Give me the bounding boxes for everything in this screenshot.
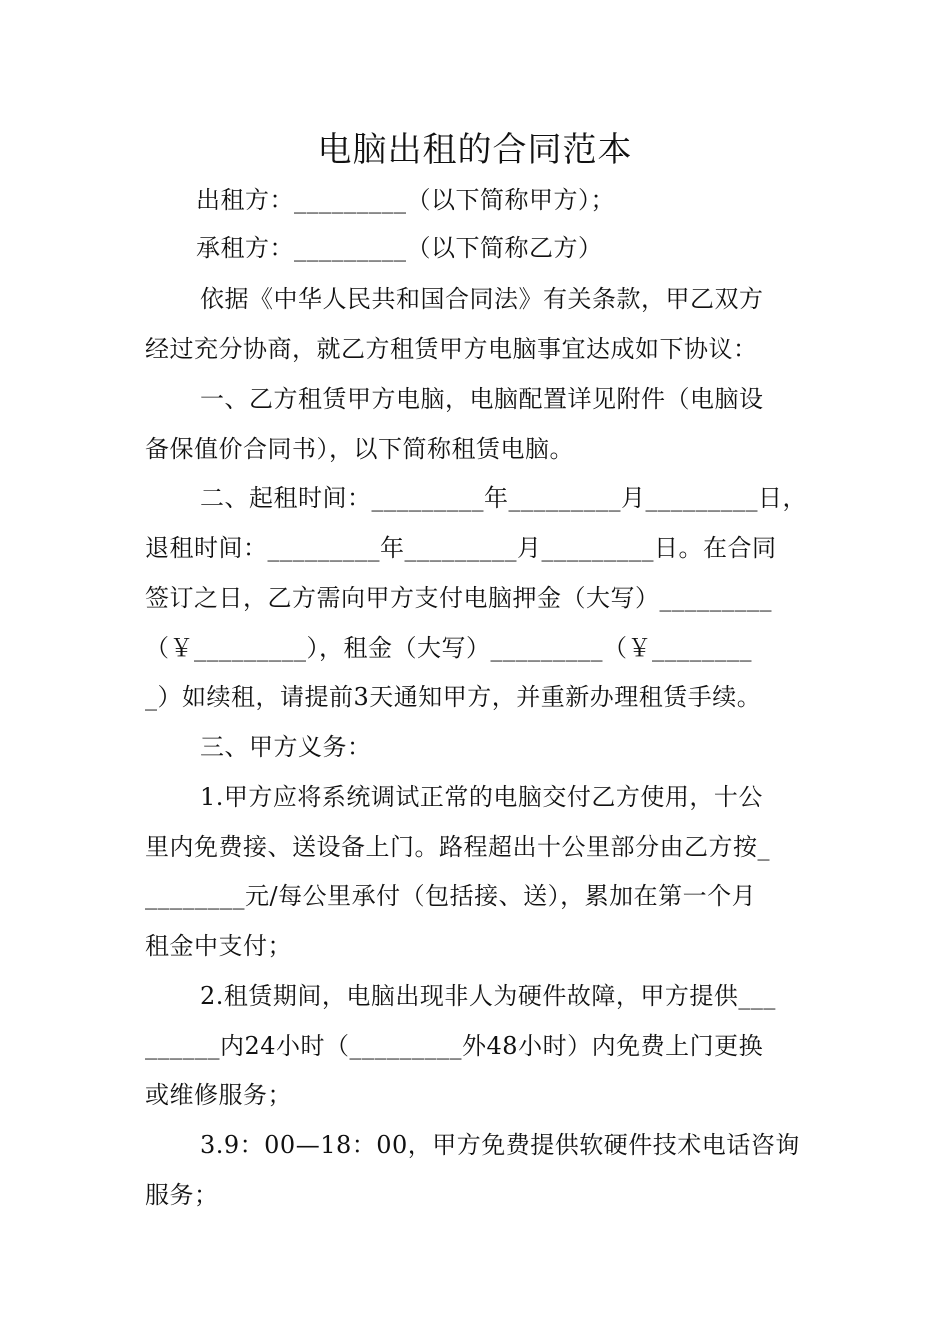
item-2-line-2: ______内24小时（_________外48小时）内免费上门更换	[145, 1032, 764, 1060]
clause-2-line-3: 签订之日，乙方需向甲方支付电脑押金（大写）_________	[145, 584, 772, 612]
clause-2-line-5: _）如续租，请提前3天通知甲方，并重新办理租赁手续。	[145, 683, 762, 711]
clause-1-line-1: 一、乙方租赁甲方电脑，电脑配置详见附件（电脑设	[200, 385, 764, 413]
preamble-line-2: 经过充分协商，就乙方租赁甲方电脑事宜达成如下协议：	[145, 335, 758, 363]
clause-2-line-1: 二、起租时间：_________年_________月_________日，	[200, 484, 807, 512]
item-1-line-4: 租金中支付；	[145, 932, 292, 960]
item-1-line-1: 1.甲方应将系统调试正常的电脑交付乙方使用，十公	[200, 783, 763, 811]
section-3-heading: 三、甲方义务：	[200, 733, 372, 761]
item-1-line-2: 里内免费接、送设备上门。路程超出十公里部分由乙方按_	[145, 833, 770, 861]
clause-2-line-4: （￥_________），租金（大写）_________（￥________	[145, 634, 752, 662]
lessee-line: 承租方：_________（以下简称乙方）	[196, 234, 603, 262]
item-2-line-3: 或维修服务；	[145, 1081, 292, 1109]
clause-2-line-2: 退租时间：_________年_________月_________日。在合同	[145, 534, 777, 562]
lessor-line: 出租方：_________（以下简称甲方）；	[196, 186, 615, 214]
item-1-line-3: ________元/每公里承付（包括接、送），累加在第一个月	[145, 882, 757, 910]
clause-1-line-2: 备保值价合同书），以下简称租赁电脑。	[145, 435, 574, 463]
item-2-line-1: 2.租赁期间，电脑出现非人为硬件故障，甲方提供___	[200, 982, 776, 1010]
item-3-line-1: 3.9：00—18：00，甲方免费提供软硬件技术电话咨询	[200, 1131, 800, 1159]
preamble-line-1: 依据《中华人民共和国合同法》有关条款，甲乙双方	[200, 285, 764, 313]
item-3-line-2: 服务；	[145, 1181, 219, 1209]
document-title: 电脑出租的合同范本	[317, 130, 633, 170]
